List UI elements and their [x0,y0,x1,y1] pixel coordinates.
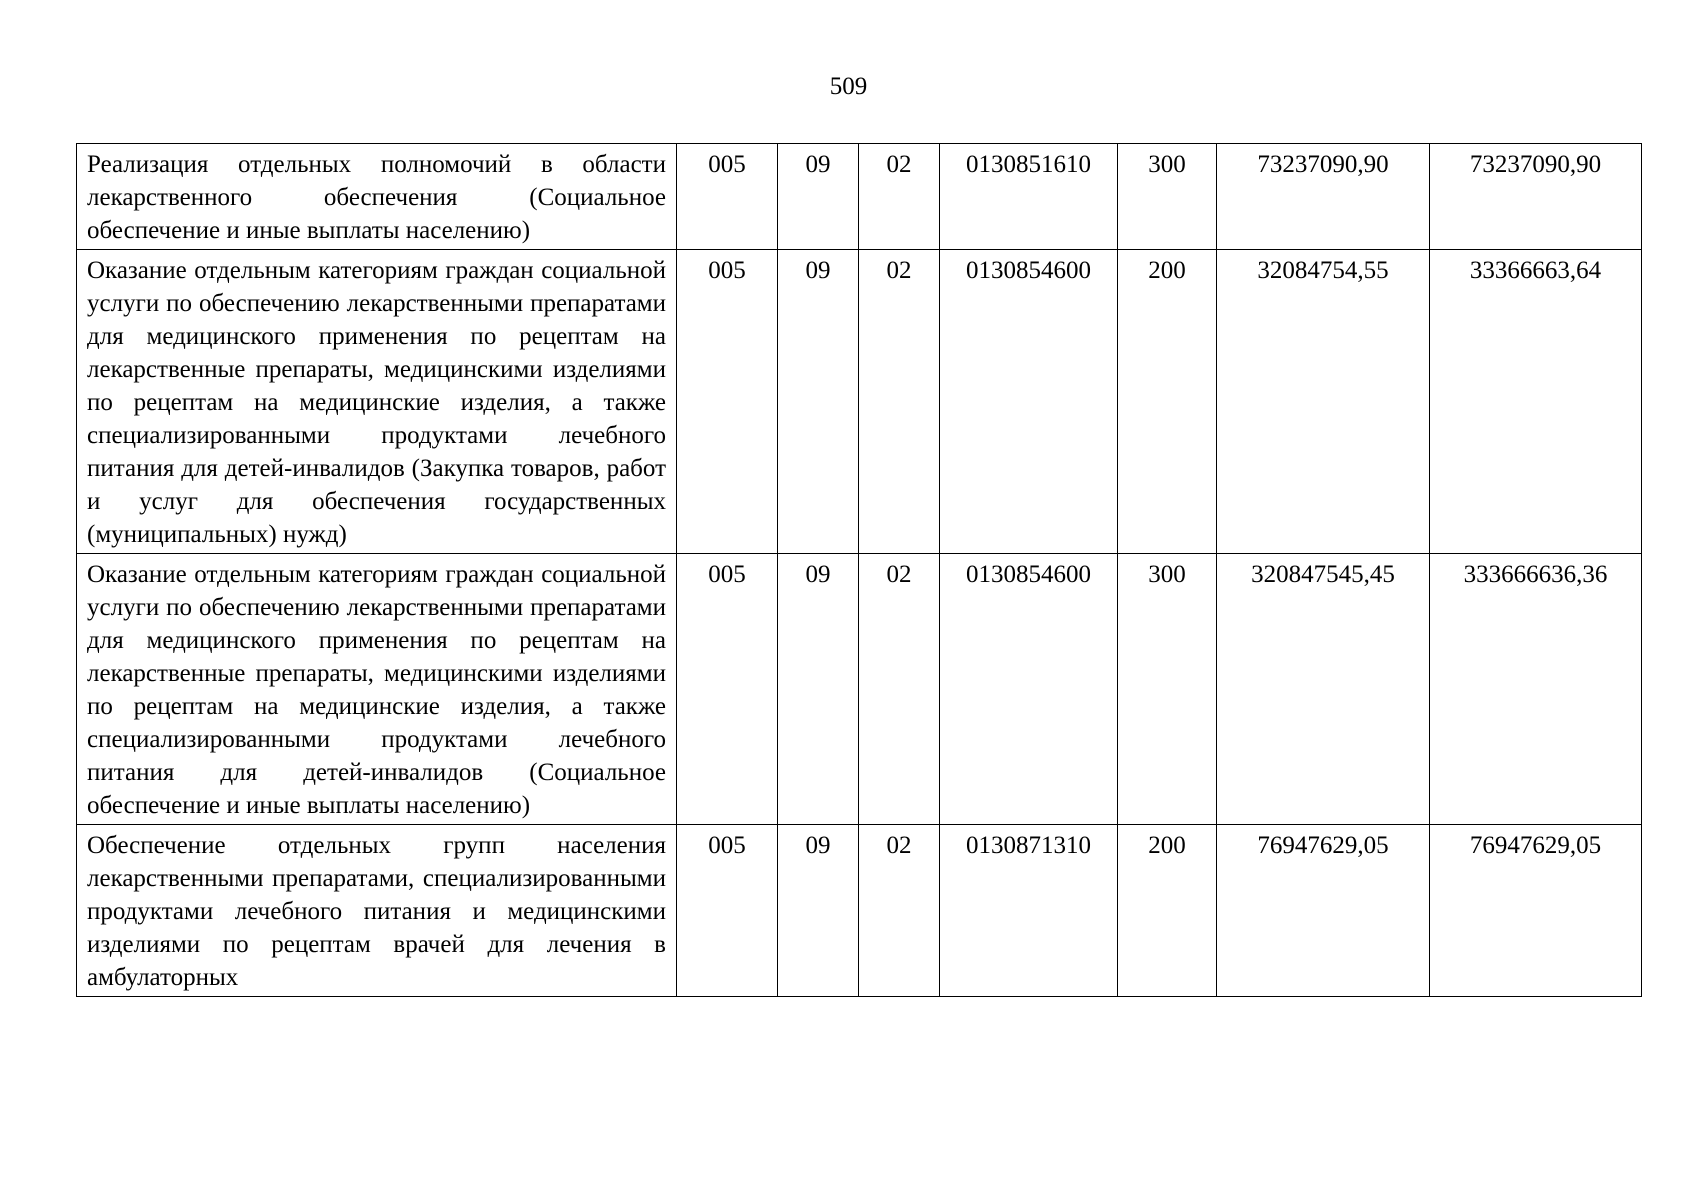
expense-type-code: 200 [1118,825,1217,997]
amount-year-2: 33366663,64 [1430,250,1642,554]
section-code: 09 [778,554,859,825]
target-article-code: 0130854600 [940,250,1118,554]
table-row [77,144,1642,250]
table-row [77,554,1642,825]
page-number: 509 [829,73,868,100]
subsection-code: 02 [859,825,940,997]
amount-year-2: 73237090,90 [1430,144,1642,250]
table-row [77,250,1642,554]
target-article-code: 0130854600 [940,554,1118,825]
subsection-code: 02 [859,554,940,825]
expense-type-code: 200 [1118,250,1217,554]
subsection-code: 02 [859,144,940,250]
amount-year-1: 320847545,45 [1217,554,1430,825]
expense-type-code: 300 [1118,144,1217,250]
section-code: 09 [778,144,859,250]
amount-year-2: 333666636,36 [1430,554,1642,825]
grbs-code: 005 [677,250,778,554]
amount-year-1: 76947629,05 [1217,825,1430,997]
amount-year-2: 76947629,05 [1430,825,1642,997]
target-article-code: 0130871310 [940,825,1118,997]
section-code: 09 [778,250,859,554]
row-description: Реализация отдельных полномочий в области лекарственного обеспечения (Социальное обеспечение и иные выплаты населению) [77,144,677,250]
row-description: Обеспечение отдельных групп населения лекарственными препаратами, специализированными продуктами лечебного питания и медицинскими изделиями по рецептам врачей для лечения в амбулаторных [77,825,677,997]
amount-year-1: 73237090,90 [1217,144,1430,250]
target-article-code: 0130851610 [940,144,1118,250]
grbs-code: 005 [677,554,778,825]
row-description: Оказание отдельным категориям граждан социальной услуги по обеспечению лекарственными препаратами для медицинского применения по рецептам на лекарственные препараты, медицинскими изделиями по рецептам на медицинские изделия, а также специализированными продуктами лечебного питания для детей-инвалидов (Социальное обеспечение и иные выплаты населению) [77,554,677,825]
amount-year-1: 32084754,55 [1217,250,1430,554]
grbs-code: 005 [677,825,778,997]
row-description: Оказание отдельным категориям граждан социальной услуги по обеспечению лекарственными препаратами для медицинского применения по рецептам на лекарственные препараты, медицинскими изделиями по рецептам на медицинские изделия, а также специализированными продуктами лечебного питания для детей-инвалидов (Закупка товаров, работ и услуг для обеспечения государственных (муниципальных) нужд) [77,250,677,554]
subsection-code: 02 [859,250,940,554]
grbs-code: 005 [677,144,778,250]
expense-type-code: 300 [1118,554,1217,825]
budget-table [76,143,1642,997]
table-row [77,825,1642,997]
section-code: 09 [778,825,859,997]
